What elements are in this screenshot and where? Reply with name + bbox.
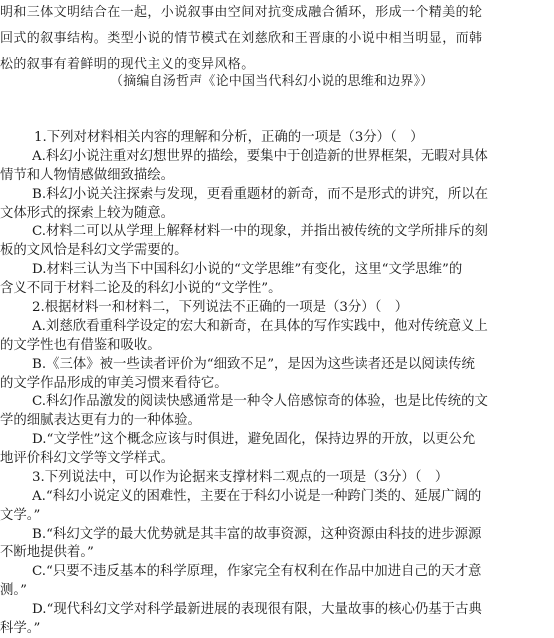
question-option: B.《三体》被一些读者评价为“细致不足”，是因为这些读者还是以阅读传统 xyxy=(32,357,475,372)
question-option-cont: 情节和人物情感做细致描绘。 xyxy=(0,168,175,183)
excerpt-line: 回式的叙事结构。类型小说的情节模式在刘慈欣和王晋康的小说中相当明显，而韩 xyxy=(0,31,483,46)
question-option-cont: 板的文风恰是科幻文学需要的。 xyxy=(0,243,188,258)
question-option-cont: 不断地提供着。” xyxy=(0,545,94,560)
question-option: D.“现代科幻文学对科学最新进展的表现很有限，大量故事的核心仍基于古典 xyxy=(32,602,482,617)
question-option: D.材料三认为当下中国科幻小说的“文学思维”有变化，这里“文学思维”的 xyxy=(32,262,463,277)
question-option-cont: 测。” xyxy=(0,583,27,598)
question-option: B.“科幻文学的最大优势就是其丰富的故事资源，这种资源由科技的进步源源 xyxy=(32,527,482,542)
question-option: B.科幻小说关注探索与发现，更看重题材的新奇，而不是形式的讲究，所以在 xyxy=(32,187,488,202)
excerpt-source: （摘编自汤哲声《论中国当代科幻小说的思维和边界》） xyxy=(110,74,434,89)
question-option-cont: 科学。” xyxy=(0,621,41,636)
question-option-cont: 含义不同于材料二论及的科幻小说的“文学性”。 xyxy=(0,281,282,296)
question-option: A.“科幻小说定义的困难性，主要在于科幻小说是一种跨门类的、延展广阔的 xyxy=(32,489,482,504)
question-option: C.材料二可以从学理上解释材料一中的现象，并指出被传统的文学所排斥的刻 xyxy=(32,224,488,239)
question-option-cont: 的文学性也有借鉴和吸收。 xyxy=(0,338,161,353)
excerpt-line: 明和三体文明结合在一起，小说叙事由空间对抗变成融合循环，形成一个精美的轮 xyxy=(0,5,483,20)
question-option: D.“文学性”这个概念应该与时俱进，避免固化，保持边界的开放，以更公允 xyxy=(32,432,476,447)
excerpt-line: 松的叙事有着鲜明的现代主义的变异风格。 xyxy=(0,57,255,72)
question-stem: 3.下列说法中，可以作为论据来支撑材料二观点的一项是（3分）（ ） xyxy=(32,470,449,485)
question-option: A.刘慈欣看重科学设定的宏大和新奇，在具体的写作实践中，他对传统意义上 xyxy=(32,319,488,334)
question-stem: 2.根据材料一和材料二，下列说法不正确的一项是（3分）（ ） xyxy=(32,300,409,315)
question-stem: 1.下列对材料相关内容的理解和分析，正确的一项是（3分）（ ） xyxy=(34,130,424,145)
question-option-cont: 文学。” xyxy=(0,508,41,523)
question-option-cont: 的文学作品形成的审美习惯来看待它。 xyxy=(0,376,228,391)
question-option: A.科幻小说注重对幻想世界的描绘，要集中于创造新的世界框架，无暇对具体 xyxy=(32,149,488,164)
question-option-cont: 地评价科幻文学等文学样式。 xyxy=(0,451,175,466)
question-option-cont: 学的细腻表达更有力的一种体验。 xyxy=(0,413,201,428)
question-option-cont: 文体形式的探索上较为随意。 xyxy=(0,206,175,221)
question-option: C.科幻作品激发的阅读快感通常是一种令人倍感惊奇的体验，也是比传统的文 xyxy=(32,394,488,409)
question-option: C.“只要不违反基本的科学原理，作家完全有权利在作品中加进自己的天才意 xyxy=(32,564,482,579)
